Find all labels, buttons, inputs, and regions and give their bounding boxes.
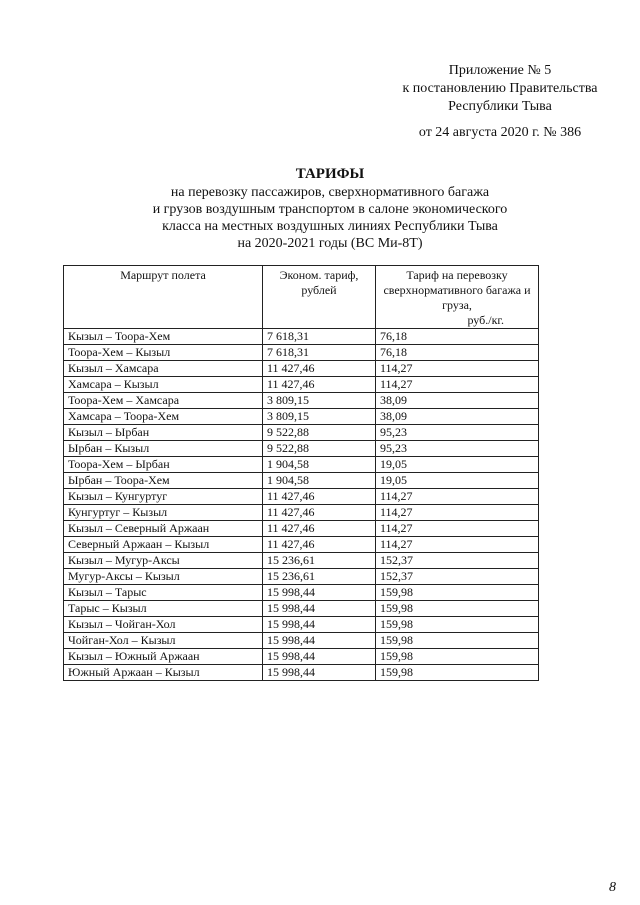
document-title: ТАРИФЫ xyxy=(295,166,365,182)
cargo-fare-cell: 38,09 xyxy=(376,409,539,425)
table-row xyxy=(64,457,539,473)
route-cell: Кызыл – Мугур-Аксы xyxy=(64,553,263,569)
appendix-resolution: к постановлению Правительства xyxy=(402,81,598,96)
cargo-fare-cell: 114,27 xyxy=(376,537,539,553)
table-row xyxy=(64,537,539,553)
appendix-republic: Республики Тыва xyxy=(448,99,552,114)
header-econ-line-1: Эконом. тариф, xyxy=(279,268,359,282)
route-cell: Южный Аржаан – Кызыл xyxy=(64,665,263,681)
route-cell: Тоора-Хем – Ырбан xyxy=(64,457,263,473)
tariff-table-body xyxy=(64,329,539,681)
cargo-fare-cell: 159,98 xyxy=(376,585,539,601)
table-row xyxy=(64,409,539,425)
econ-fare-cell: 15 998,44 xyxy=(263,601,376,617)
table-row xyxy=(64,425,539,441)
header-cargo-line-2: сверхнормативного багажа и груза, xyxy=(383,283,531,312)
header-econ-fare xyxy=(263,266,376,329)
cargo-fare-cell: 19,05 xyxy=(376,457,539,473)
cargo-fare-cell: 152,37 xyxy=(376,553,539,569)
cargo-fare-cell: 114,27 xyxy=(376,521,539,537)
table-row xyxy=(64,569,539,585)
route-cell: Ырбан – Тоора-Хем xyxy=(64,473,263,489)
table-row xyxy=(64,601,539,617)
econ-fare-cell: 7 618,31 xyxy=(263,329,376,345)
cargo-fare-cell: 159,98 xyxy=(376,649,539,665)
route-cell: Кызыл – Северный Аржаан xyxy=(64,521,263,537)
route-cell: Кунгуртуг – Кызыл xyxy=(64,505,263,521)
table-header-row xyxy=(64,266,539,329)
cargo-fare-cell: 159,98 xyxy=(376,601,539,617)
table-row xyxy=(64,329,539,345)
econ-fare-cell: 3 809,15 xyxy=(263,409,376,425)
title-line-3: класса на местных воздушных линиях Республики Тыва xyxy=(162,219,498,234)
econ-fare-cell: 9 522,88 xyxy=(263,425,376,441)
route-cell: Тоора-Хем – Хамсара xyxy=(64,393,263,409)
econ-fare-cell: 15 998,44 xyxy=(263,617,376,633)
route-cell: Кызыл – Тарыс xyxy=(64,585,263,601)
table-row xyxy=(64,473,539,489)
table-row xyxy=(64,553,539,569)
appendix-note xyxy=(380,62,620,142)
econ-fare-cell: 1 904,58 xyxy=(263,473,376,489)
econ-fare-cell: 7 618,31 xyxy=(263,345,376,361)
table-row xyxy=(64,665,539,681)
cargo-fare-cell: 95,23 xyxy=(376,441,539,457)
route-cell: Ырбан – Кызыл xyxy=(64,441,263,457)
route-cell: Хамсара – Кызыл xyxy=(64,377,263,393)
econ-fare-cell: 11 427,46 xyxy=(263,377,376,393)
title-line-4: на 2020-2021 годы (ВС Ми-8Т) xyxy=(237,236,423,251)
table-row xyxy=(64,345,539,361)
route-cell: Кызыл – Кунгуртуг xyxy=(64,489,263,505)
cargo-fare-cell: 114,27 xyxy=(376,361,539,377)
appendix-number: Приложение № 5 xyxy=(448,63,552,78)
econ-fare-cell: 11 427,46 xyxy=(263,521,376,537)
page-number: 8 xyxy=(609,880,616,895)
header-cargo-line-1: Тариф на перевозку xyxy=(406,268,508,282)
cargo-fare-cell: 159,98 xyxy=(376,633,539,649)
cargo-fare-cell: 159,98 xyxy=(376,617,539,633)
cargo-fare-cell: 95,23 xyxy=(376,425,539,441)
header-cargo-line-3: руб./кг. xyxy=(467,313,504,327)
table-row xyxy=(64,521,539,537)
tariff-table xyxy=(63,265,539,681)
route-cell: Кызыл – Хамсара xyxy=(64,361,263,377)
table-row xyxy=(64,489,539,505)
econ-fare-cell: 9 522,88 xyxy=(263,441,376,457)
title-line-2: и грузов воздушным транспортом в салоне экономического xyxy=(152,202,508,217)
econ-fare-cell: 15 998,44 xyxy=(263,633,376,649)
cargo-fare-cell: 114,27 xyxy=(376,489,539,505)
cargo-fare-cell: 114,27 xyxy=(376,377,539,393)
route-cell: Кызыл – Южный Аржаан xyxy=(64,649,263,665)
table-row xyxy=(64,585,539,601)
route-cell: Чойган-Хол – Кызыл xyxy=(64,633,263,649)
header-route: Маршрут полета xyxy=(64,266,263,329)
cargo-fare-cell: 19,05 xyxy=(376,473,539,489)
header-cargo-fare xyxy=(376,266,539,329)
econ-fare-cell: 11 427,46 xyxy=(263,537,376,553)
table-row xyxy=(64,361,539,377)
route-cell: Хамсара – Тоора-Хем xyxy=(64,409,263,425)
table-row xyxy=(64,633,539,649)
econ-fare-cell: 11 427,46 xyxy=(263,505,376,521)
cargo-fare-cell: 159,98 xyxy=(376,665,539,681)
title-line-1: на перевозку пассажиров, сверхнормативного багажа xyxy=(170,185,490,200)
table-row xyxy=(64,441,539,457)
econ-fare-cell: 11 427,46 xyxy=(263,489,376,505)
route-cell: Тоора-Хем – Кызыл xyxy=(64,345,263,361)
econ-fare-cell: 3 809,15 xyxy=(263,393,376,409)
route-cell: Кызыл – Ырбан xyxy=(64,425,263,441)
route-cell: Кызыл – Тоора-Хем xyxy=(64,329,263,345)
table-row xyxy=(64,617,539,633)
table-row xyxy=(64,377,539,393)
cargo-fare-cell: 114,27 xyxy=(376,505,539,521)
route-cell: Северный Аржаан – Кызыл xyxy=(64,537,263,553)
econ-fare-cell: 15 998,44 xyxy=(263,649,376,665)
appendix-date: от 24 августа 2020 г. № 386 xyxy=(418,125,582,140)
table-row xyxy=(64,393,539,409)
econ-fare-cell: 15 998,44 xyxy=(263,665,376,681)
econ-fare-cell: 15 998,44 xyxy=(263,585,376,601)
header-econ-line-2: рублей xyxy=(301,283,337,297)
econ-fare-cell: 15 236,61 xyxy=(263,569,376,585)
econ-fare-cell: 11 427,46 xyxy=(263,361,376,377)
cargo-fare-cell: 76,18 xyxy=(376,345,539,361)
route-cell: Мугур-Аксы – Кызыл xyxy=(64,569,263,585)
document-title-block xyxy=(90,166,570,252)
cargo-fare-cell: 76,18 xyxy=(376,329,539,345)
econ-fare-cell: 15 236,61 xyxy=(263,553,376,569)
econ-fare-cell: 1 904,58 xyxy=(263,457,376,473)
cargo-fare-cell: 38,09 xyxy=(376,393,539,409)
cargo-fare-cell: 152,37 xyxy=(376,569,539,585)
route-cell: Кызыл – Чойган-Хол xyxy=(64,617,263,633)
table-row xyxy=(64,649,539,665)
table-row xyxy=(64,505,539,521)
route-cell: Тарыс – Кызыл xyxy=(64,601,263,617)
